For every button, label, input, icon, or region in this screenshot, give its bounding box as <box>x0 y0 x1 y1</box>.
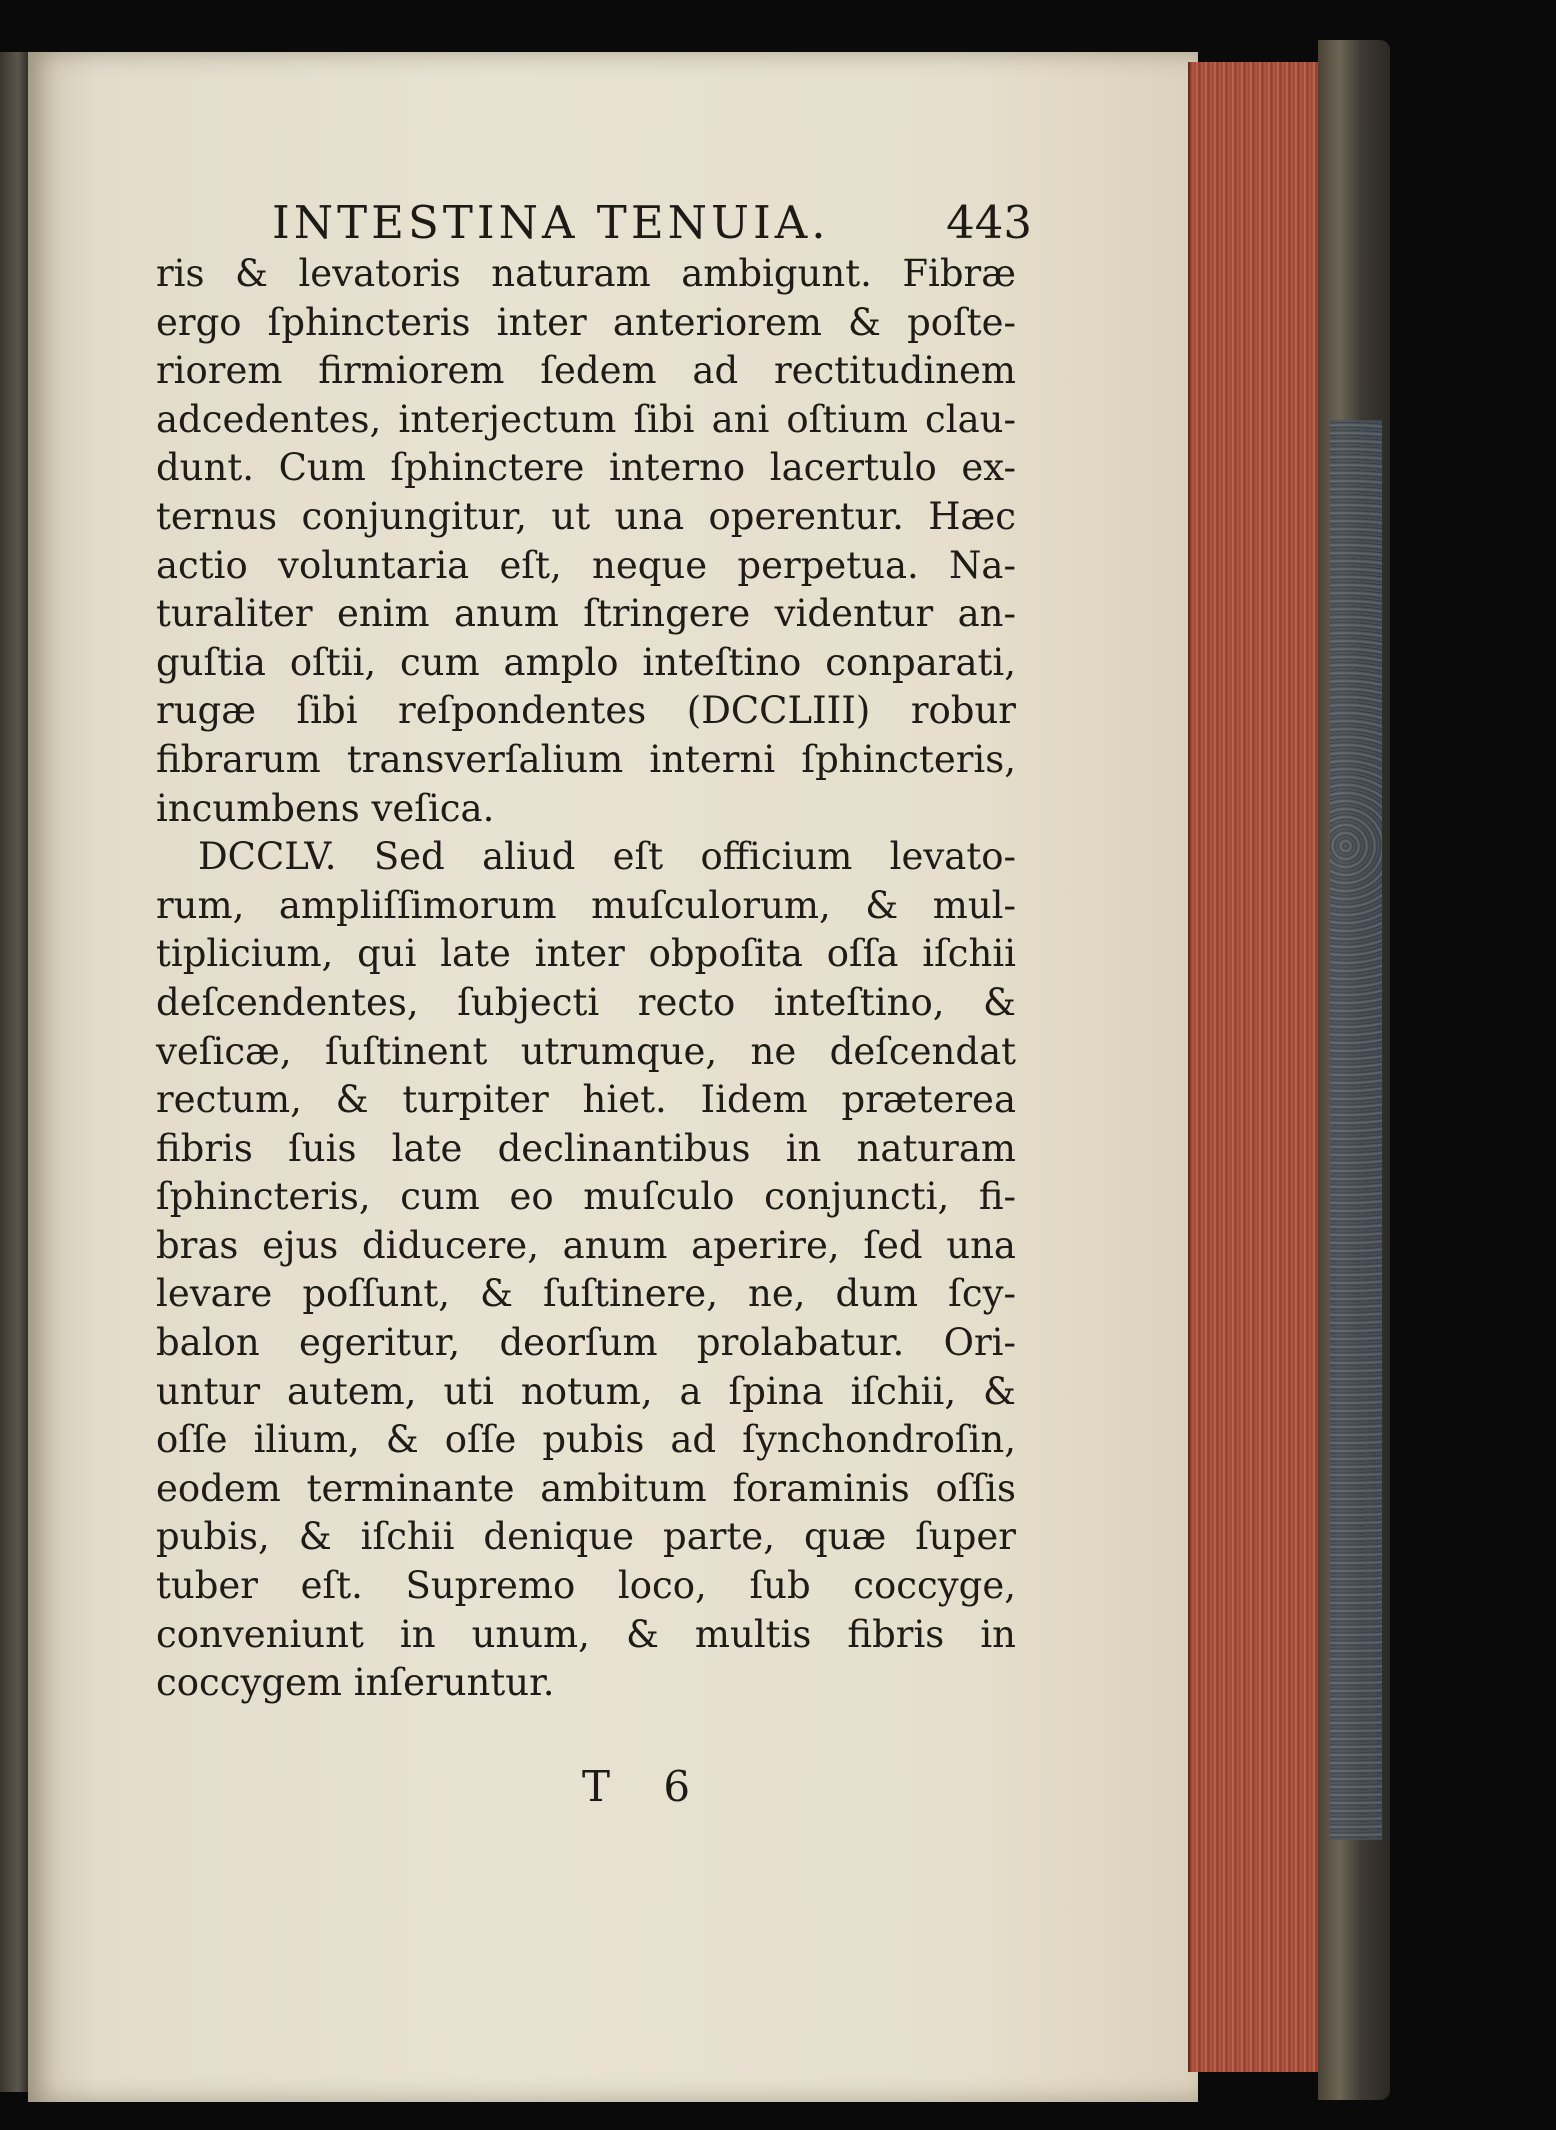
text-line: tiplicium, qui late inter obpoſita oſſa iſchii <box>156 932 1016 976</box>
text-line: fibrarum transverſalium interni ſphincteris, <box>156 737 1016 781</box>
text-line: adcedentes, interjectum ſibi ani oſtium clau- <box>156 397 1016 441</box>
text-line: eodem terminante ambitum foraminis oſſis <box>156 1466 1016 1510</box>
text-line: rectum, & turpiter hiet. Iidem præterea <box>156 1078 1016 1122</box>
text-line: guſtia oſtii, cum amplo inteſtino conparati, <box>156 640 1016 684</box>
text-line: ternus conjungitur, ut una operentur. Hæc <box>156 494 1016 538</box>
marbled-cover-pattern <box>1330 420 1382 1840</box>
text-line: ris & levatoris naturam ambigunt. Fibræ <box>156 252 1016 295</box>
text-line: incumbens veſica. <box>156 786 495 830</box>
running-head: INTESTINA TENUIA. <box>272 196 830 249</box>
text-line: oſſe ilium, & oſſe pubis ad ſynchondroſin, <box>156 1418 1016 1462</box>
text-line: levare poſſunt, & ſuſtinere, ne, dum ſcy- <box>156 1272 1016 1316</box>
paragraph-start-line: DCCLV. Sed aliud eſt officium levato- <box>198 835 1016 879</box>
text-line: rum, ampliſſimorum muſculorum, & mul- <box>156 883 1016 927</box>
text-line: tuber eſt. Supremo loco, ſub coccyge, <box>156 1564 1016 1608</box>
text-line: turaliter enim anum ſtringere videntur an- <box>156 592 1016 636</box>
text-line: veſicæ, ſuſtinent utrumque, ne deſcendat <box>156 1029 1016 1073</box>
text-line: coccygem inſeruntur. <box>156 1661 555 1705</box>
signature-mark: T 6 <box>582 1762 711 1811</box>
text-line: ſphincteris, cum eo muſculo conjuncti, fi- <box>156 1175 1016 1219</box>
text-line: actio voluntaria eſt, neque perpetua. Na- <box>156 543 1016 587</box>
page-number: 443 <box>946 196 1032 249</box>
page-block-red-edge <box>1188 62 1320 2072</box>
text-line: fibris ſuis late declinantibus in naturam <box>156 1126 1016 1170</box>
text-line: bras ejus diducere, anum aperire, ſed una <box>156 1223 1016 1267</box>
text-line: untur autem, uti notum, a ſpina iſchii, & <box>156 1369 1016 1413</box>
text-line: rugæ ſibi reſpondentes (DCCLIII) robur <box>156 689 1016 733</box>
text-line: pubis, & iſchii denique parte, quæ ſuper <box>156 1515 1016 1559</box>
text-line: deſcendentes, ſubjecti recto inteſtino, & <box>156 980 1016 1024</box>
body-text <box>156 250 1016 1708</box>
page-header <box>272 196 1032 256</box>
text-line: ergo ſphincteris inter anteriorem & poſte- <box>156 300 1016 344</box>
text-line: conveniunt in unum, & multis fibris in <box>156 1612 1016 1656</box>
facing-page-edge <box>0 52 30 2092</box>
text-line: dunt. Cum ſphinctere interno lacertulo ex- <box>156 446 1016 490</box>
text-line: riorem firmiorem ſedem ad rectitudinem <box>156 349 1016 393</box>
text-line: balon egeritur, deorſum prolabatur. Ori- <box>156 1321 1016 1365</box>
